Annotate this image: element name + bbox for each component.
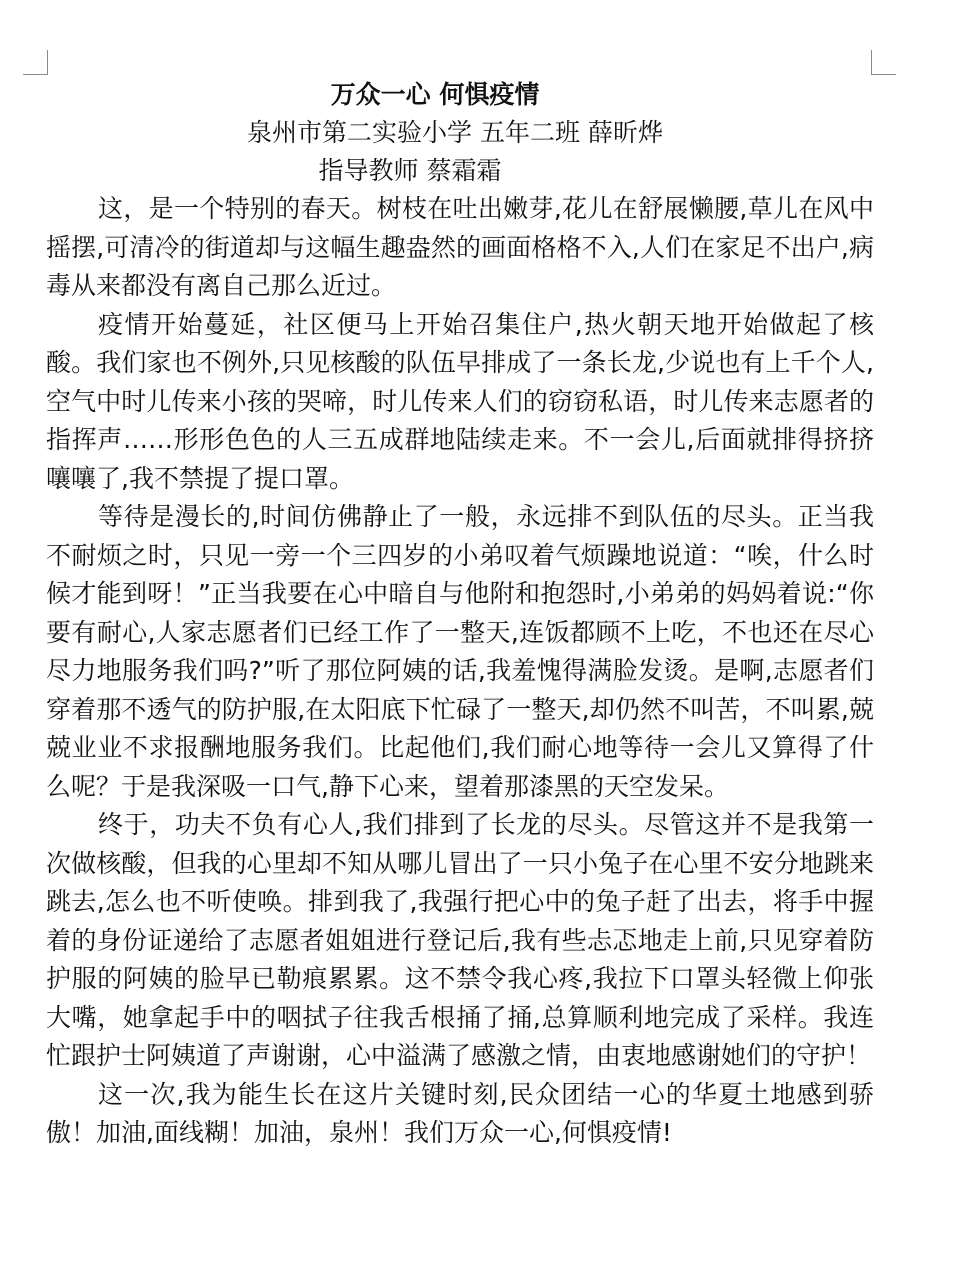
- paragraph-4: 终于，功夫不负有心人,我们排到了长龙的尽头。尽管这并不是我第一次做核酸，但我的心里却不知从哪儿冒出了一只小兔子在心里不安分地跳来跳去,怎么也不听使唤。排到我了,我强行把心中的兔子赶了出去，将手中握着的身份证递给了志愿者姐姐进行登记后,我有些忐忑地走上前,只见穿着防护服的阿姨的脸早已勒痕累累。这不禁令我心疼,我拉下口罩头轻微上仰张大嘴，她拿起手中的咽拭子往我舌根捅了捅,总算顺利地完成了采样。我连忙跟护士阿姨道了声谢谢，心中溢满了感激之情，由衷地感谢她们的守护！: [46, 810, 874, 1070]
- teacher-line: 指导教师 蔡霜霜: [318, 156, 502, 185]
- essay-body: [46, 190, 874, 1153]
- document-title: 万众一心 何惧疫情: [330, 80, 540, 109]
- author-school-line: 泉州市第二实验小学 五年二班 薛昕烨: [247, 118, 663, 147]
- paragraph-3: 等待是漫长的,时间仿佛静止了一般，永远排不到队伍的尽头。正当我不耐烦之时，只见一旁一个三四岁的小弟叹着气烦躁地说道：“唉，什么时候才能到呀！”正当我要在心中暗自与他附和抱怨时,小弟弟的妈妈着说:“你要有耐心,人家志愿者们已经工作了一整天,连饭都顾不上吃，不也还在尽心尽力地服务我们吗?”听了那位阿姨的话,我羞愧得满脸发烫。是啊,志愿者们穿着那不透气的防护服,在太阳底下忙碌了一整天,却仍然不叫苦，不叫累,兢兢业业不求报酬地服务我们。比起他们,我们耐心地等待一会儿又算得了什么呢？于是我深吸一口气,静下心来，望着那漆黑的天空发呆。: [46, 502, 874, 801]
- page-corner-mark-top-left: [23, 50, 48, 75]
- paragraph-5: 这一次,我为能生长在这片关键时刻,民众团结一心的华夏土地感到骄傲！加油,面线糊！加油，泉州！我们万众一心,何惧疫情!: [46, 1079, 874, 1147]
- paragraph-1: 这，是一个特别的春天。树枝在吐出嫩芽,花儿在舒展懒腰,草儿在风中摇摆,可清冷的街道却与这幅生趣盎然的画面格格不入,人们在家足不出户,病毒从来都没有离自己那么近过。: [46, 194, 874, 300]
- paragraph-2: 疫情开始蔓延，社区便马上开始召集住户,热火朝天地开始做起了核酸。我们家也不例外,只见核酸的队伍早排成了一条长龙,少说也有上千个人,空气中时儿传来小孩的哭啼，时儿传来人们的窃窃私语，时儿传来志愿者的指挥声……形形色色的人三五成群地陆续走来。不一会儿,后面就排得挤挤嚷嚷了,我不禁提了提口罩。: [46, 309, 874, 493]
- page-corner-mark-top-right: [871, 50, 896, 75]
